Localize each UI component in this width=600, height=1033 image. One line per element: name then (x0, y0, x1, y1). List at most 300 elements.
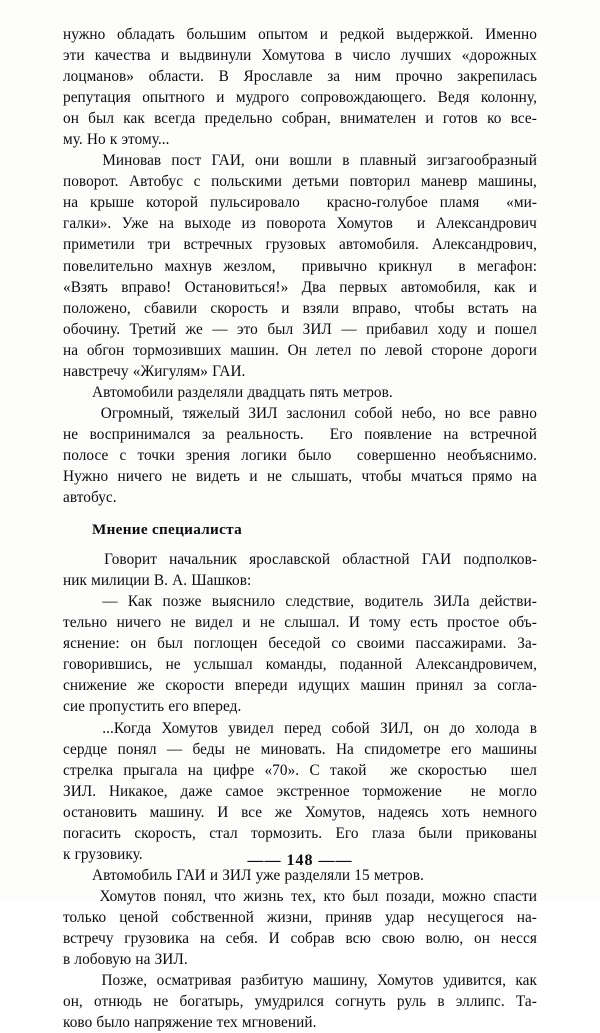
word: и (476, 320, 486, 338)
word: му. (63, 131, 83, 149)
word: машин (360, 677, 406, 695)
paragraph (63, 150, 537, 382)
word: ярославской (249, 551, 331, 569)
paragraph (63, 403, 537, 508)
text-line (63, 382, 537, 403)
word: до (449, 719, 466, 737)
word: ничего (117, 467, 163, 485)
word: Автомобиль (92, 866, 173, 884)
word: этому... (121, 131, 170, 149)
word: такой (330, 761, 367, 779)
word: крикнул (378, 257, 433, 275)
word: совершенно (356, 446, 436, 464)
word: на (63, 194, 79, 212)
word: разделяли (284, 866, 351, 884)
word: реальность. (226, 425, 304, 443)
word: разделяли (177, 383, 244, 401)
word: машину, (312, 972, 368, 990)
word: скоростью (417, 761, 487, 779)
word: грузовых (265, 236, 327, 254)
text-line (63, 24, 537, 45)
word: «Жигулям» (132, 362, 208, 380)
word: летел (315, 341, 352, 359)
word: Хомутов (377, 972, 434, 990)
word: Как (127, 593, 153, 611)
word: но (444, 404, 461, 422)
text-line (63, 570, 537, 591)
word: И (268, 929, 280, 947)
word: Третий (129, 320, 177, 338)
word: Миновав (102, 152, 162, 170)
word (287, 256, 290, 277)
word: скорость (210, 299, 268, 317)
word: и (216, 89, 225, 107)
text-line (63, 108, 537, 129)
word: опытного (142, 89, 205, 107)
word: репутация (63, 89, 131, 107)
word: грузовика (124, 929, 190, 947)
word: Огромный, (100, 404, 174, 422)
word: не (63, 425, 79, 443)
text-line (63, 739, 537, 760)
word: появление (364, 425, 432, 443)
word: приняв (325, 908, 373, 926)
word: сердце (63, 740, 108, 758)
text-line (63, 277, 537, 298)
word: качества (94, 47, 151, 65)
word: услышал (193, 656, 253, 674)
word: сбавили (144, 299, 198, 317)
word: не (259, 614, 275, 632)
word: «Взять (63, 278, 108, 296)
word: взяли (302, 299, 340, 317)
word: был (88, 110, 115, 128)
word: ценой (119, 908, 159, 926)
word: прибавил (366, 320, 429, 338)
text-line (63, 171, 537, 192)
word: предельно (204, 110, 273, 128)
word: Но (86, 131, 106, 149)
text-line (63, 696, 537, 717)
word: торможение (362, 782, 442, 800)
paragraph-indent (63, 591, 92, 612)
word: В (218, 68, 229, 86)
word: милиции (91, 572, 150, 590)
word: стал (209, 824, 238, 842)
word: остановить (63, 803, 137, 821)
word: руль (396, 993, 427, 1011)
word: себя. (225, 929, 258, 947)
word: Хомутов (161, 719, 218, 737)
word: его (451, 740, 472, 758)
word: польскими (211, 173, 283, 191)
word: как (493, 278, 516, 296)
word: редкой (339, 26, 385, 43)
paragraph-indent (63, 718, 92, 739)
heading-spacer-top (63, 508, 537, 519)
paragraph-indent (63, 549, 92, 570)
word: лучших (400, 47, 452, 65)
word: заслонил (286, 404, 346, 422)
word: закрепилась (457, 68, 537, 86)
text-line (63, 298, 537, 319)
word: небо, (401, 404, 436, 422)
word: повелительно (63, 257, 154, 275)
word: Нужно (63, 467, 109, 485)
word: необъяснимо. (447, 446, 537, 464)
word: не (170, 614, 186, 632)
word: богатырь, (179, 993, 244, 1011)
word: На (335, 740, 354, 758)
word: со (331, 635, 346, 653)
word: галки». (63, 215, 112, 233)
word: двадцать (247, 383, 306, 401)
word: всегда (154, 110, 196, 128)
word: И (348, 614, 360, 632)
word: вправо! (121, 278, 172, 296)
word: тяжелый (182, 404, 240, 422)
word: тельно (63, 614, 108, 632)
word: Два (301, 278, 326, 296)
text-line (63, 633, 537, 654)
word: согла- (497, 677, 537, 695)
word: ЗИЛ (222, 866, 252, 884)
word: поворот. (63, 173, 119, 191)
text-line (63, 361, 537, 382)
word: позже (162, 593, 202, 611)
word: пропустить (89, 698, 165, 716)
word: уже (255, 866, 281, 884)
word: пять (309, 383, 339, 401)
word: хоть (441, 803, 470, 821)
word: принял (415, 677, 464, 695)
word: вошли (289, 152, 333, 170)
word: спидометре (364, 740, 441, 758)
word: в (342, 152, 350, 170)
word: понял (117, 740, 157, 758)
text-line (63, 781, 537, 802)
text-line (63, 1012, 537, 1033)
word: Александровичем, (415, 656, 537, 674)
text-line (63, 192, 537, 213)
word: полосе (63, 446, 109, 464)
paragraph-indent (63, 403, 92, 424)
word: миновать. (260, 740, 326, 758)
word: вперед. (192, 698, 242, 716)
word (444, 256, 447, 277)
text-line (63, 949, 537, 970)
word: глаза (371, 824, 405, 842)
word: идущих (298, 677, 350, 695)
word: мудрого (235, 89, 290, 107)
text-line (63, 886, 537, 907)
word: А. (172, 572, 188, 590)
word: они (255, 152, 280, 170)
text-line (63, 319, 537, 340)
text-line (63, 991, 537, 1012)
word: — (212, 320, 228, 338)
word: холода (475, 719, 520, 737)
word: в (63, 951, 71, 969)
word: крыше (89, 194, 135, 212)
word: не (165, 656, 181, 674)
word: все- (510, 110, 537, 128)
word (343, 445, 346, 466)
word: «ми- (506, 194, 537, 212)
text-line (63, 675, 537, 696)
paragraph-indent (63, 150, 92, 171)
word: мгновений. (241, 1014, 317, 1032)
word: ГАИ (421, 551, 452, 569)
word: видел (195, 614, 233, 632)
word: лоцманов» (63, 68, 134, 86)
word: сие (63, 698, 85, 716)
word: действи- (479, 593, 537, 611)
word: «дорожных (461, 47, 537, 65)
word: экстренное (276, 782, 350, 800)
word: — (166, 740, 183, 758)
word: впереди (234, 677, 288, 695)
word: беды (192, 740, 225, 758)
word: стороне (431, 341, 483, 359)
word: свою (381, 929, 415, 947)
text-line (63, 150, 537, 171)
word: на (443, 425, 459, 443)
word: выяснило (211, 593, 276, 611)
word: «70». (264, 761, 300, 779)
text-line (63, 445, 537, 466)
paragraph (63, 24, 537, 150)
word: удар (385, 908, 415, 926)
word: Автомобили (92, 383, 174, 401)
text-line (63, 760, 537, 781)
word: из (241, 215, 256, 233)
word: разбитую (240, 972, 304, 990)
text-line (63, 213, 537, 234)
paragraph-indent (63, 886, 92, 907)
word: собрав (290, 929, 335, 947)
word: немного (482, 803, 537, 821)
word: же (390, 761, 408, 779)
word: собран, (281, 110, 331, 128)
text-line (63, 549, 537, 570)
word: снижение (63, 677, 127, 695)
word: повторил (349, 173, 411, 191)
paragraph (63, 549, 537, 591)
word: автомобиля, (400, 278, 481, 296)
word: ко (487, 110, 502, 128)
word: в (334, 47, 343, 65)
text-line (63, 718, 537, 739)
word: он (63, 110, 79, 128)
word: воспринимался (89, 425, 191, 443)
word: сопровождающего. (300, 89, 427, 107)
word: Никакое, (108, 782, 168, 800)
word: погасить (63, 824, 121, 842)
paragraph (63, 886, 537, 970)
word (312, 192, 315, 213)
text-line (63, 45, 537, 66)
word: всю (345, 929, 371, 947)
word: он, (63, 993, 83, 1011)
word: цифре (213, 761, 255, 779)
word: слышал. (284, 614, 340, 632)
word: Его (329, 425, 353, 443)
text-line (63, 970, 537, 991)
word: как (515, 972, 537, 990)
word: в (458, 257, 466, 275)
word: мчаться (411, 467, 463, 485)
word: и (242, 614, 251, 632)
word (377, 760, 380, 781)
word: за (202, 425, 215, 443)
word: увидел (228, 719, 274, 737)
word: и (209, 866, 219, 884)
word: были (418, 824, 453, 842)
word: надеясь (378, 803, 429, 821)
word: его (168, 698, 189, 716)
word: Уже (121, 215, 149, 233)
word: зрения (185, 446, 231, 464)
word: тормозивших (132, 341, 222, 359)
word: же (185, 320, 203, 338)
word: 15 (354, 866, 370, 884)
word: обладать (117, 26, 175, 43)
word: точки (137, 446, 175, 464)
word: же (274, 803, 293, 821)
word: не (266, 467, 283, 485)
word: Ведя (437, 89, 470, 107)
word: все (241, 803, 263, 821)
word: и (425, 110, 434, 128)
word: готов (442, 110, 478, 128)
word: три (147, 236, 171, 254)
word: скорость, (134, 824, 196, 842)
word: выдвинули (179, 47, 252, 65)
text-line (63, 802, 537, 823)
word: Та- (515, 993, 537, 1011)
word: ник (63, 572, 87, 590)
word: и (528, 278, 537, 296)
word: нужно (63, 26, 106, 43)
word: большим (186, 26, 247, 43)
word: автомобиля. (339, 236, 419, 254)
word: навстречу (63, 362, 129, 380)
word: прыгала (123, 761, 178, 779)
word: стрелка (63, 761, 114, 779)
text-line (63, 87, 537, 108)
word: метров. (373, 866, 424, 884)
word: приметили (63, 236, 135, 254)
text-line (63, 612, 537, 633)
word: пошел (494, 320, 537, 338)
text-line (63, 234, 537, 255)
word: как (123, 110, 145, 128)
word: встречной (469, 425, 537, 443)
word: За- (517, 635, 537, 653)
word: положено, (63, 299, 131, 317)
word: ходу (437, 320, 468, 338)
word: не (235, 740, 251, 758)
word: встать (467, 299, 509, 317)
word (315, 424, 318, 445)
word: команды, (265, 656, 327, 674)
word: красно-голубое (326, 194, 428, 212)
word: число (352, 47, 391, 65)
word: за (327, 68, 341, 86)
word: следствие, (285, 593, 355, 611)
word: равно (499, 404, 537, 422)
word: беседой (268, 635, 321, 653)
word: с (193, 173, 201, 191)
word: самое (225, 782, 264, 800)
word: только (63, 908, 107, 926)
word (497, 760, 500, 781)
paragraph (63, 718, 537, 865)
word: был (267, 320, 294, 338)
word: И (217, 803, 229, 821)
word: подполков- (463, 551, 537, 569)
word: тому (369, 614, 401, 632)
word: на (187, 761, 203, 779)
word: пассажирами. (415, 635, 507, 653)
word: на (135, 951, 151, 969)
text-line (63, 907, 537, 928)
word: автобус. (63, 489, 117, 507)
word: С (309, 761, 320, 779)
word: водитель (364, 593, 424, 611)
word: могло (498, 782, 537, 800)
word: объ- (508, 614, 537, 632)
word: спасти (493, 887, 537, 905)
word: Шашков: (191, 572, 252, 590)
paragraph (63, 970, 537, 1033)
word: Именно (485, 26, 537, 43)
word: собой (331, 719, 370, 737)
text-line (63, 403, 537, 424)
word: жизнь (243, 887, 284, 905)
word: первых (339, 278, 388, 296)
word: машину. (149, 803, 205, 821)
text-line (63, 256, 537, 277)
word: Автобус (129, 173, 184, 191)
word: ГАИ. (212, 362, 246, 380)
word: яснение: (63, 635, 120, 653)
word: опытом (258, 26, 308, 43)
word: на (158, 215, 174, 233)
word: плавный (359, 152, 417, 170)
word: машины, (477, 173, 537, 191)
word: ЗИЛ. (63, 782, 97, 800)
word: тормозить. (251, 824, 323, 842)
text-line (63, 424, 537, 445)
paragraph-indent (63, 382, 92, 403)
word: ГАИ, (211, 152, 245, 170)
word: мегафон: (477, 257, 537, 275)
word: маневр (420, 173, 468, 191)
word: внимателен (340, 110, 417, 128)
text-line (63, 66, 537, 87)
word: левой (384, 341, 423, 359)
word: не (470, 782, 486, 800)
word: и (281, 299, 290, 317)
word: Остановиться!» (184, 278, 289, 296)
word: несущегося (427, 908, 504, 926)
word: в (529, 719, 537, 737)
word: чтобы (414, 299, 455, 317)
word: логики (241, 446, 287, 464)
word: несся (500, 929, 537, 947)
